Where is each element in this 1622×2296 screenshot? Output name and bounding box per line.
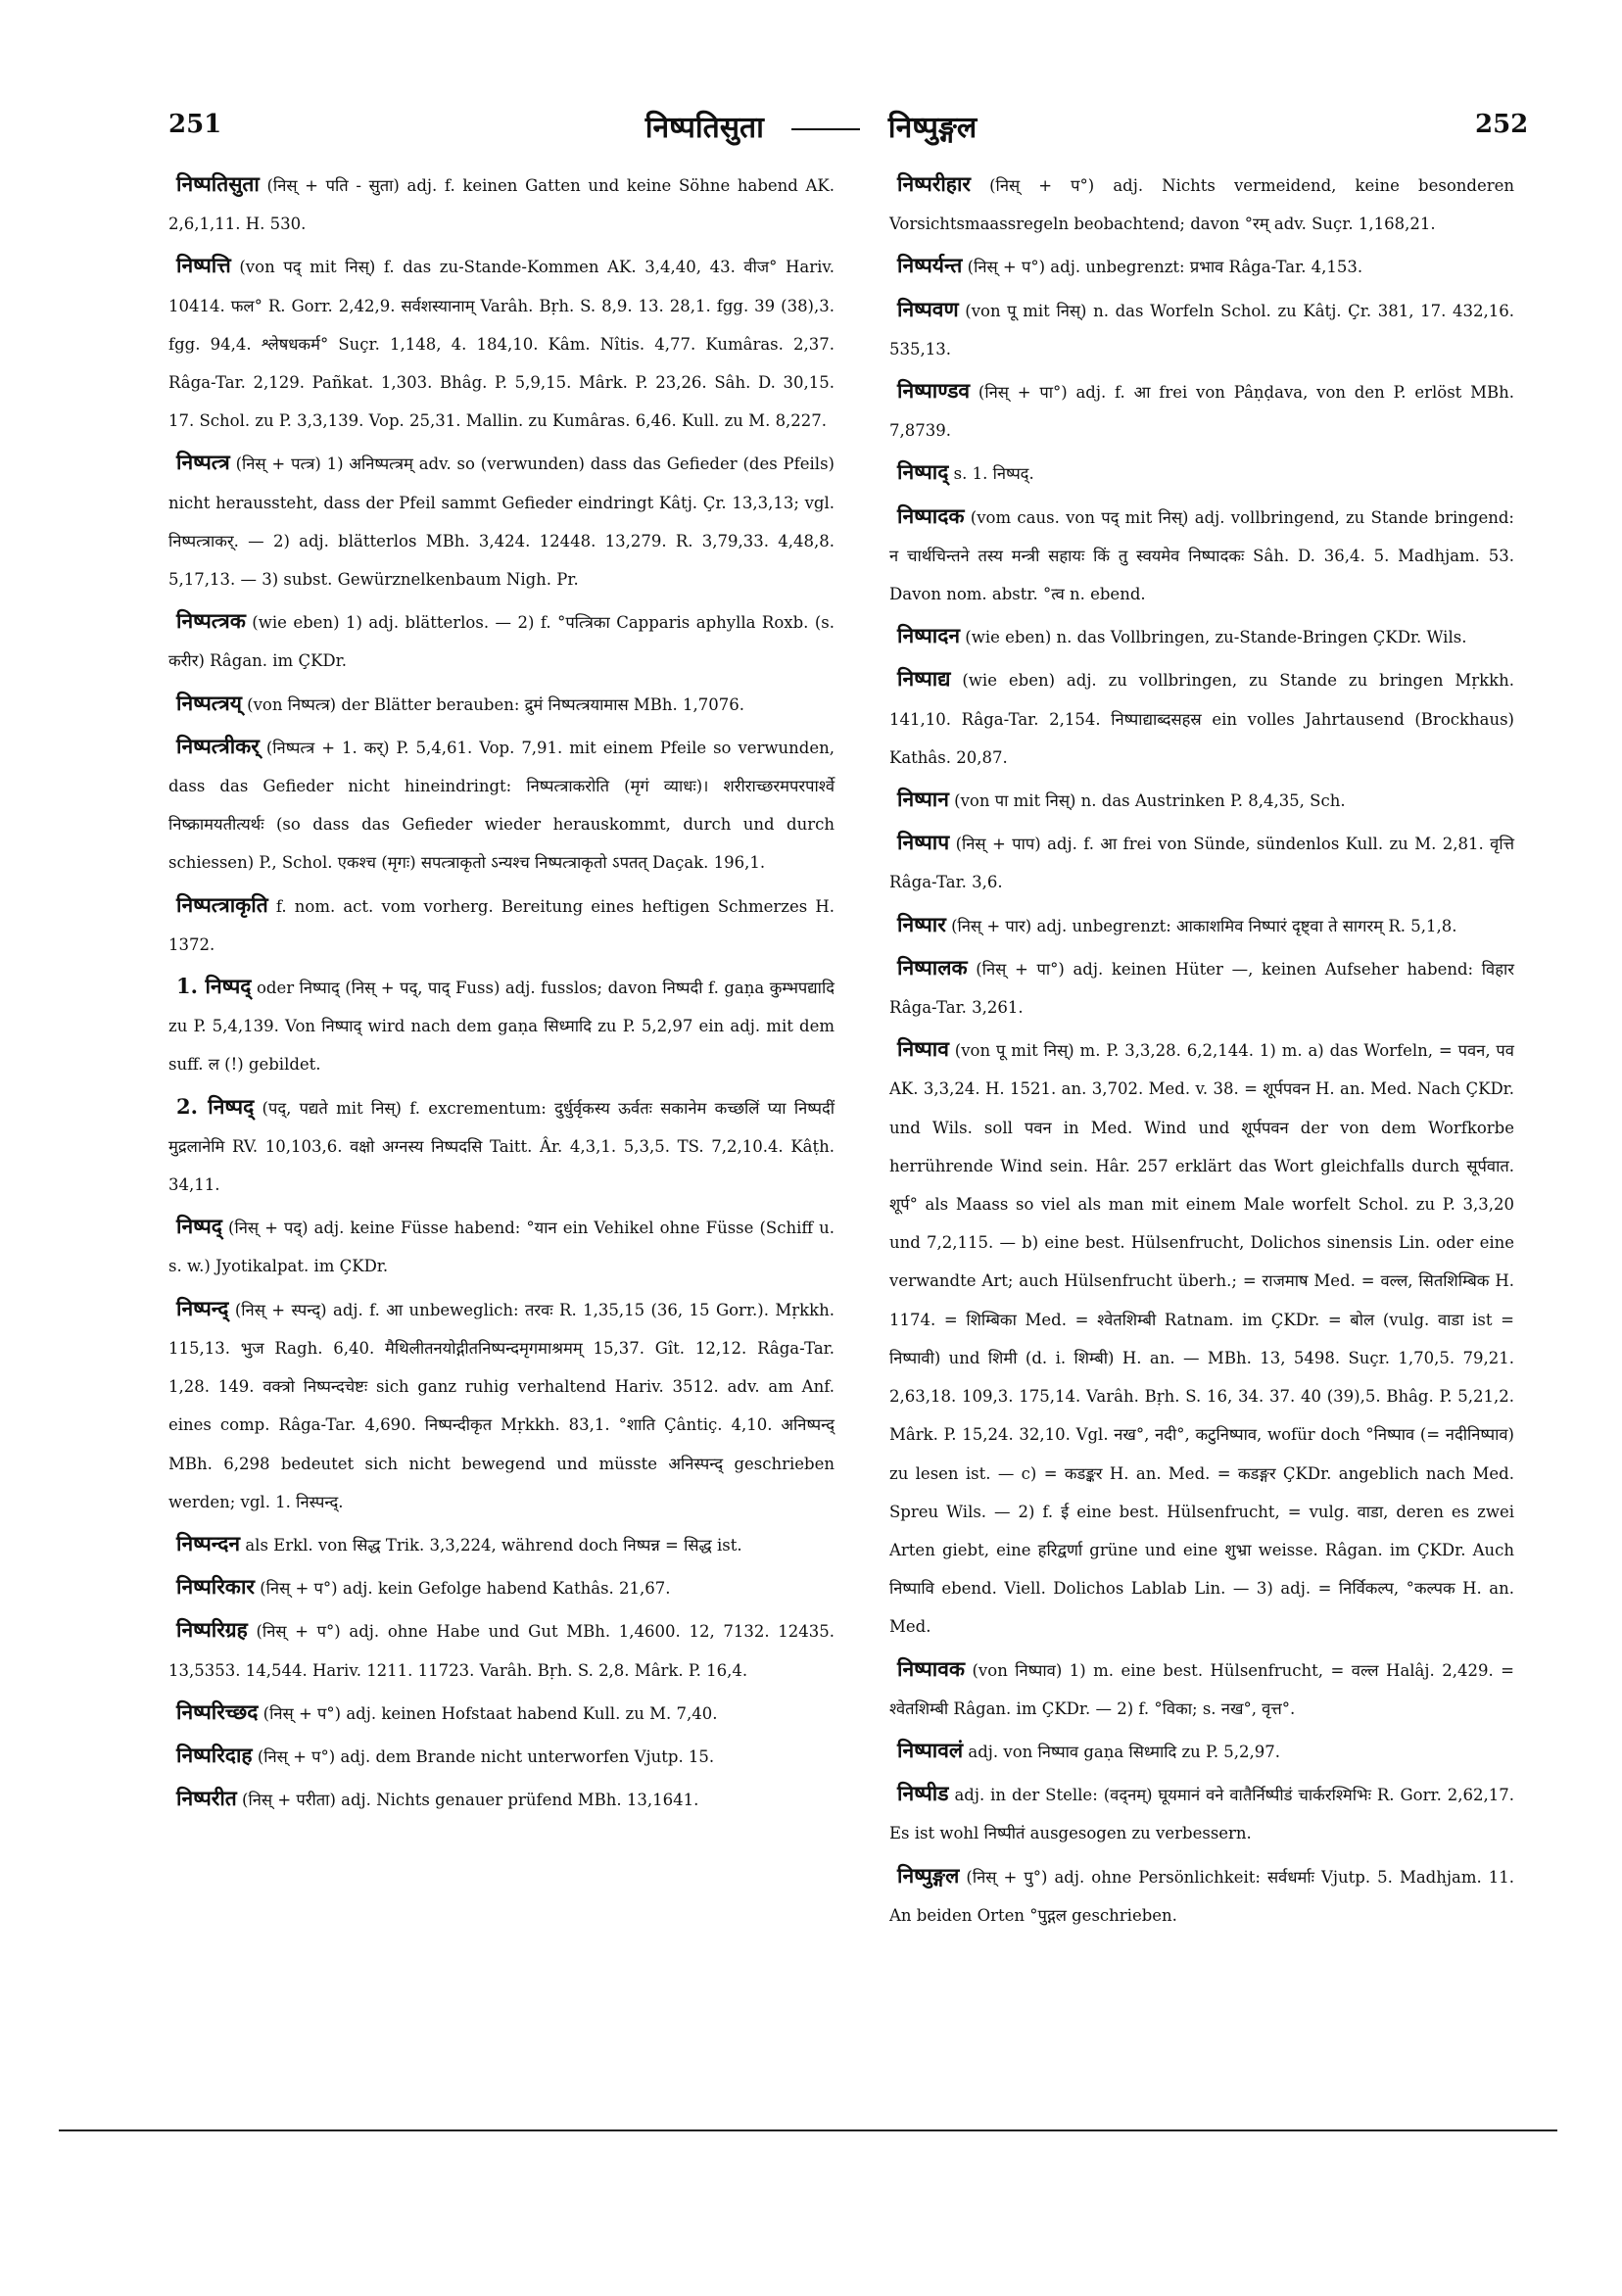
entry-headword: निष्पत्त्रक [176, 608, 246, 634]
entry-definition: (निस् + प°) adj. ohne Habe und Gut MBh. 1,4600. 12, 7132. 12435. 13,5353. 14,544. Hariv. 1211. 11723. Varâh. Bṛh. S. 2,8. Mârk. P. 16,4. [168, 1622, 835, 1680]
entry-definition: (wie eben) n. das Vollbringen, zu-Stande-Bringen ÇKDr. Wils. [965, 628, 1467, 647]
dictionary-entry [168, 165, 835, 243]
entry-definition: (निस् + पा°) adj. keinen Hüter —, keinen Aufseher habend: विहार Râga-Tar. 3,261. [889, 959, 1514, 1018]
dictionary-entry [889, 1731, 1514, 1771]
entry-headword: निष्पवण [897, 296, 959, 321]
dictionary-entry [889, 1029, 1514, 1646]
dictionary-entry [889, 823, 1514, 901]
entry-definition: (vom caus. von पद् mit निस्) adj. vollbringend, zu Stande bringend: न चार्थचिन्तने तस्य मन्त्री सहायः किं तु स्वयमेव निष्पादकः Sâh. D. 36,4. 5. Madhjam. 53. Davon nom. abstr. °त्व n. ebend. [889, 507, 1514, 604]
entry-headword: 1. निष्पद् [176, 974, 252, 999]
entry-headword: निष्परीहार [897, 171, 971, 196]
entry-definition: (निस् + पु°) adj. ohne Persönlichkeit: सर्वधर्माः Vjutp. 5. Madhjam. 11. An beiden Orten °पुद्गल geschrieben. [889, 1867, 1514, 1925]
entry-definition: adj. in der Stelle: (वद्नम्) घूयमानं वने वातैर्निष्पीडं चार्करश्मिभिः R. Gorr. 2,62,17. Es ist wohl निष्पीतं ausgesogen zu verbessern. [889, 1786, 1515, 1843]
entry-headword: निष्पाद्य [897, 666, 951, 692]
page-number-left: 251 [168, 110, 222, 139]
entry-headword: निष्परिच्छद [176, 1698, 259, 1724]
entry-headword: निष्पार [897, 911, 946, 936]
dictionary-entry [168, 727, 835, 883]
running-head-last-word: निष्पुङ्गल [887, 111, 978, 145]
entry-headword: निष्परिदाह [176, 1742, 253, 1767]
dictionary-entry [889, 948, 1514, 1027]
entry-definition: (निस् + पा°) adj. f. आ frei von Pâṇḍava, von den P. erlöst MBh. 7,8739. [889, 383, 1514, 441]
page-number-right: 252 [1475, 110, 1529, 139]
entry-headword: निष्पादक [897, 502, 965, 528]
entry-headword: निष्पन्दन [176, 1530, 241, 1555]
entry-headword: निष्परिग्रह [176, 1617, 248, 1643]
dictionary-entry [168, 1289, 835, 1521]
entry-definition: (निस् + प°) adj. kein Gefolge habend Kathâs. 21,67. [260, 1579, 671, 1599]
dictionary-entry [889, 453, 1514, 493]
right-column [889, 165, 1514, 1937]
dictionary-entry [889, 246, 1514, 286]
entry-definition: (निस् + प°) adj. Nichts vermeidend, keine besonderen Vorsichtsmaassregeln beobachtend; davon °रम् adv. Suçr. 1,168,21. [889, 176, 1514, 234]
entry-definition: (निस् + प°) adj. dem Brande nicht unterworfen Vjutp. 15. [257, 1746, 715, 1766]
entry-definition: als Erkl. von सिद्ध Trik. 3,3,224, während doch निष्पन्न = सिद्ध ist. [245, 1535, 742, 1555]
entry-headword: निष्पीड [897, 1781, 949, 1806]
running-head [0, 106, 1622, 146]
entry-definition: (von पू mit निस्) n. das Worfeln Schol. zu Kâtj. Çr. 381, 17. 432,16. 535,13. [889, 301, 1514, 359]
entry-definition: (von निष्पत्त्र) der Blätter berauben: द्रुमं निष्पत्त्रयामास MBh. 1,7076. [247, 694, 745, 714]
entry-definition: (निस् + स्पन्द्) adj. f. आ unbeweglich: तरवः R. 1,35,15 (36, 15 Gorr.). Mṛkkh. 115,13. भुज Ragh. 6,40. मैथिलीतनयोद्गीतनिष्पन्दमृगमाश्रमम् 15,37. Gît. 12,12. Râga-Tar. 1,28. 149. वक्त्रो निष्पन्दचेष्टः sich ganz ruhig verhaltend Hariv. 3512. adv. am Anf. eines comp. Râga-Tar. 4,690. निष्पन्दीकृत Mṛkkh. 83,1. °शाति Çântiç. 4,10. अनिष्पन्द् MBh. 6,298 bedeutet sich nicht bewegend und müsste अनिस्पन्द् geschrieben werden; vgl. 1. निस्पन्द्. [168, 1300, 835, 1511]
entry-definition: (निस् + पत्त्र) 1) अनिष्पत्त्रम् adv. so (verwunden) dass das Gefieder (des Pfeils) nicht heraussteht, dass der Pfeil sammt Gefieder eindringt Kâtj. Çr. 13,3,13; vgl. निष्पत्त्राकर्. — 2) adj. blätterlos MBh. 3,424. 12448. 13,279. R. 3,79,33. 4,48,8. 5,17,13. — 3) subst. Gewürznelkenbaum Nigh. Pr. [168, 454, 835, 590]
dictionary-entry [889, 616, 1514, 656]
dictionary-entry [168, 1693, 835, 1733]
entry-headword: निष्पर्यन्त [897, 253, 963, 278]
entry-headword: निष्पाव [897, 1036, 949, 1062]
entry-headword: निष्परिकार [176, 1574, 255, 1600]
dictionary-entry [168, 1207, 835, 1285]
entry-definition: oder निष्पाद् (निस् + पद्, पाद् Fuss) adj. fusslos; davon निष्पदी f. gaṇa कुम्भपद्यादि zu P. 5,4,139. Von निष्पाद् wird nach dem gaṇa सिध्मादि zu P. 5,2,97 ein adj. mit dem suff. ल (!) gebildet. [168, 979, 835, 1075]
entry-definition: (निस् + परीता) adj. Nichts genauer prüfend MBh. 13,1641. [242, 1791, 699, 1810]
entry-definition: (निस् + पार) adj. unbegrenzt: आकाशमिव निष्पारं दृष्ट्वा ते सागरम् R. 5,1,8. [951, 916, 1457, 935]
entry-headword: निष्पत्त्र [176, 450, 230, 475]
entry-headword: निष्पादन [897, 623, 961, 648]
dictionary-entry [168, 967, 835, 1084]
entry-headword: 2. निष्पद् [176, 1093, 255, 1119]
entry-definition: (wie eben) 1) adj. blätterlos. — 2) f. °पत्त्रिका Capparis aphylla Roxb. (s. करीर) Râgan. im ÇKDr. [168, 613, 835, 671]
entry-headword: निष्पाप [897, 830, 950, 855]
entry-definition: (निस् + पाप) adj. f. आ frei von Sünde, sündenlos Kull. zu M. 2,81. वृत्ति Râga-Tar. 3,6. [889, 835, 1514, 892]
entry-headword: निष्पन्द् [176, 1295, 229, 1320]
entry-headword: निष्पाद् [897, 459, 949, 485]
running-head-first-word: निष्पतिसुता [644, 111, 764, 145]
entry-definition: (von निष्पाव) 1) m. eine best. Hülsenfrucht, = वल्ल Halâj. 2,429. = श्वेतशिम्बी Râgan. im ÇKDr. — 2) f. °विका; s. नख°, वृत्त°. [889, 1660, 1514, 1718]
entry-definition: (von पद् mit निस्) f. das zu-Stande-Kommen AK. 3,4,40, 43. वीज° Hariv. 10414. फल° R. Gorr. 2,42,9. सर्वशस्यानाम् Varâh. Bṛh. S. 8,9. 13. 28,1. fgg. 39 (38),3. fgg. 94,4. श्लेषधकर्म° Suçr. 1,148, 4. 184,10. Kâm. Nîtis. 4,77. Kumâras. 2,37. Râga-Tar. 2,129. Pañkat. 1,303. Bhâg. P. 5,9,15. Mârk. P. 23,26. Sâh. D. 30,15. 17. Schol. zu P. 3,3,139. Vop. 25,31. Mallin. zu Kumâras. 6,46. Kull. zu M. 8,227. [168, 258, 835, 431]
entry-definition: (निस् + प°) adj. keinen Hofstaat habend Kull. zu M. 7,40. [262, 1703, 718, 1723]
entry-definition: f. nom. act. vom vorherg. Bereitung eines heftigen Schmerzes H. 1372. [168, 896, 835, 954]
dictionary-entry [889, 290, 1514, 368]
dictionary-entry [889, 371, 1514, 450]
entry-headword: निष्पत्त्राकृति [176, 891, 268, 917]
dictionary-entry [168, 246, 835, 440]
entry-definition: (निस् + पति - सुता) adj. f. keinen Gatten und keine Söhne habend AK. 2,6,1,11. H. 530. [168, 176, 835, 234]
dictionary-entry [168, 1610, 835, 1689]
dictionary-entry [168, 443, 835, 598]
dictionary-entry [889, 659, 1514, 777]
dictionary-entry [168, 1567, 835, 1607]
entry-definition: (निष्पत्त्र + 1. कर्) P. 5,4,61. Vop. 7,91. mit einem Pfeile so verwunden, dass das Gefieder nicht hineindringt: निष्पत्त्राकरोति (मृगं व्याधः)। शरीराच्छरमपरपार्श्वे निष्क्रामयतीत्यर्थः (so dass das Gefieder wieder herauskommt, durch und durch schiessen) P., Schol. एकश्च (मृगः) सपत्त्राकृतो ऽन्यश्च निष्पत्त्राकृतो ऽपतत् Daçak. 196,1. [168, 738, 835, 873]
dictionary-entry [889, 780, 1514, 820]
entry-definition: s. 1. निष्पद्. [953, 464, 1034, 484]
dictionary-entry [168, 1524, 835, 1564]
dictionary-entry [889, 497, 1514, 614]
dictionary-entry [889, 1774, 1514, 1852]
entry-headword: निष्पतिसुता [176, 171, 260, 196]
entry-definition: (von पा mit निस्) n. das Austrinken P. 8,4,35, Sch. [954, 791, 1346, 811]
entry-headword: निष्पाण्डव [897, 378, 971, 404]
dictionary-entry [889, 1650, 1514, 1728]
entry-headword: निष्पान [897, 787, 949, 812]
entry-definition: (निस् + प°) adj. unbegrenzt: प्रभाव Râga-Tar. 4,153. [967, 258, 1363, 277]
entry-definition: (निस् + पद्) adj. keine Füsse habend: °यान ein Vehikel ohne Füsse (Schiff u. s. w.) Jyotikalpat. im ÇKDr. [168, 1219, 835, 1276]
entry-definition: (पद्, पद्यते mit निस्) f. excrementum: दुर्धुर्वृकस्य ऊर्वतः सकानेम कच्छलिं प्या निष्पदीं मुद्रलानेमि RV. 10,103,6. वक्षो अग्नस्य निष्पदसि Taitt. Âr. 4,3,1. 5,3,5. TS. 7,2,10.4. Kâṭh. 34,11. [168, 1098, 835, 1195]
bottom-rule [59, 2129, 1557, 2131]
entry-headword: निष्पावक [897, 1655, 966, 1681]
entry-headword: निष्परीत [176, 1786, 237, 1811]
entry-definition: (wie eben) adj. zu vollbringen, zu Stande zu bringen Mṛkkh. 141,10. Râga-Tar. 2,154. निष्पाद्याब्दसहस्र ein volles Jahrtausend (Brockhaus) Kathâs. 20,87. [889, 671, 1514, 767]
entry-definition: adj. von निष्पाव gaṇa सिध्मादि zu P. 5,2,97. [968, 1742, 1281, 1761]
dictionary-entry [168, 1087, 835, 1205]
entry-headword: निष्पुङ्गल [897, 1862, 960, 1888]
entry-headword: निष्पत्ति [176, 253, 231, 278]
dictionary-entry [889, 165, 1514, 243]
dictionary-entry [168, 1736, 835, 1776]
running-head-dash [791, 128, 860, 130]
entry-headword: निष्पत्त्रय् [176, 690, 242, 715]
dictionary-entry [889, 905, 1514, 945]
dictionary-entry [168, 684, 835, 724]
dictionary-entry [168, 1779, 835, 1819]
entry-definition: (von पू mit निस्) m. P. 3,3,28. 6,2,144. 1) m. a) das Worfeln, = पवन, पव AK. 3,3,24. H. 1521. an. 3,702. Med. v. 38. = शूर्पपवन H. an. Med. Nach ÇKDr. und Wils. soll पवन in Med. Wind und शूर्पपवन der von dem Worfkorbe herrührende Wind sein. Hâr. 257 erklärt das Wort gleichfalls durch सूर्पवात. शूर्प° als Maass so viel als man mit einem Male worfelt Schol. zu P. 3,3,20 und 7,2,115. — b) eine best. Hülsenfrucht, Dolichos sinensis Lin. oder eine verwandte Art; auch Hülsenfrucht überh.; = राजमाष Med. = वल्ल, सितशिम्बिक H. 1174. = शिम्बिका Med. = श्वेतशिम्बी Ratnam. im ÇKDr. = बोल (vulg. वाडा ist = निष्पावी) und शिमी (d. i. शिम्बी) H. an. — MBh. 13, 5498. Suçr. 1,70,5. 79,21. 2,63,18. 109,3. 175,14. Varâh. Bṛh. S. 16, 34. 37. 40 (39),5. Bhâg. P. 5,21,2. Mârk. P. 15,24. 32,10. Vgl. नख°, नदी°, कटुनिष्पाव, wofür doch °निष्पाव (= नदीनिष्पाव) zu lesen ist. — c) = कडङ्कर H. an. Med. = कडङ्गर ÇKDr. angeblich nach Med. Spreu Wils. — 2) f. ई eine best. Hülsenfrucht, = vulg. वाडा, deren es zwei Arten giebt, eine हरिद्वर्णा grüne und eine शुभ्रा weisse. Râgan. im ÇKDr. Auch निष्पावि ebend. Viell. Dolichos Lablab Lin. — 3) adj. = निर्विकल्प, °कल्पक H. an. Med. [889, 1041, 1514, 1637]
dictionary-entry [168, 601, 835, 680]
entry-headword: निष्पावलं [897, 1737, 964, 1762]
entry-headword: निष्पत्त्रीकर् [176, 733, 260, 758]
left-column [168, 165, 835, 1822]
dictionary-entry [168, 885, 835, 964]
entry-headword: निष्पद् [176, 1214, 222, 1239]
entry-headword: निष्पालक [897, 954, 968, 980]
dictionary-entry [889, 1856, 1514, 1935]
